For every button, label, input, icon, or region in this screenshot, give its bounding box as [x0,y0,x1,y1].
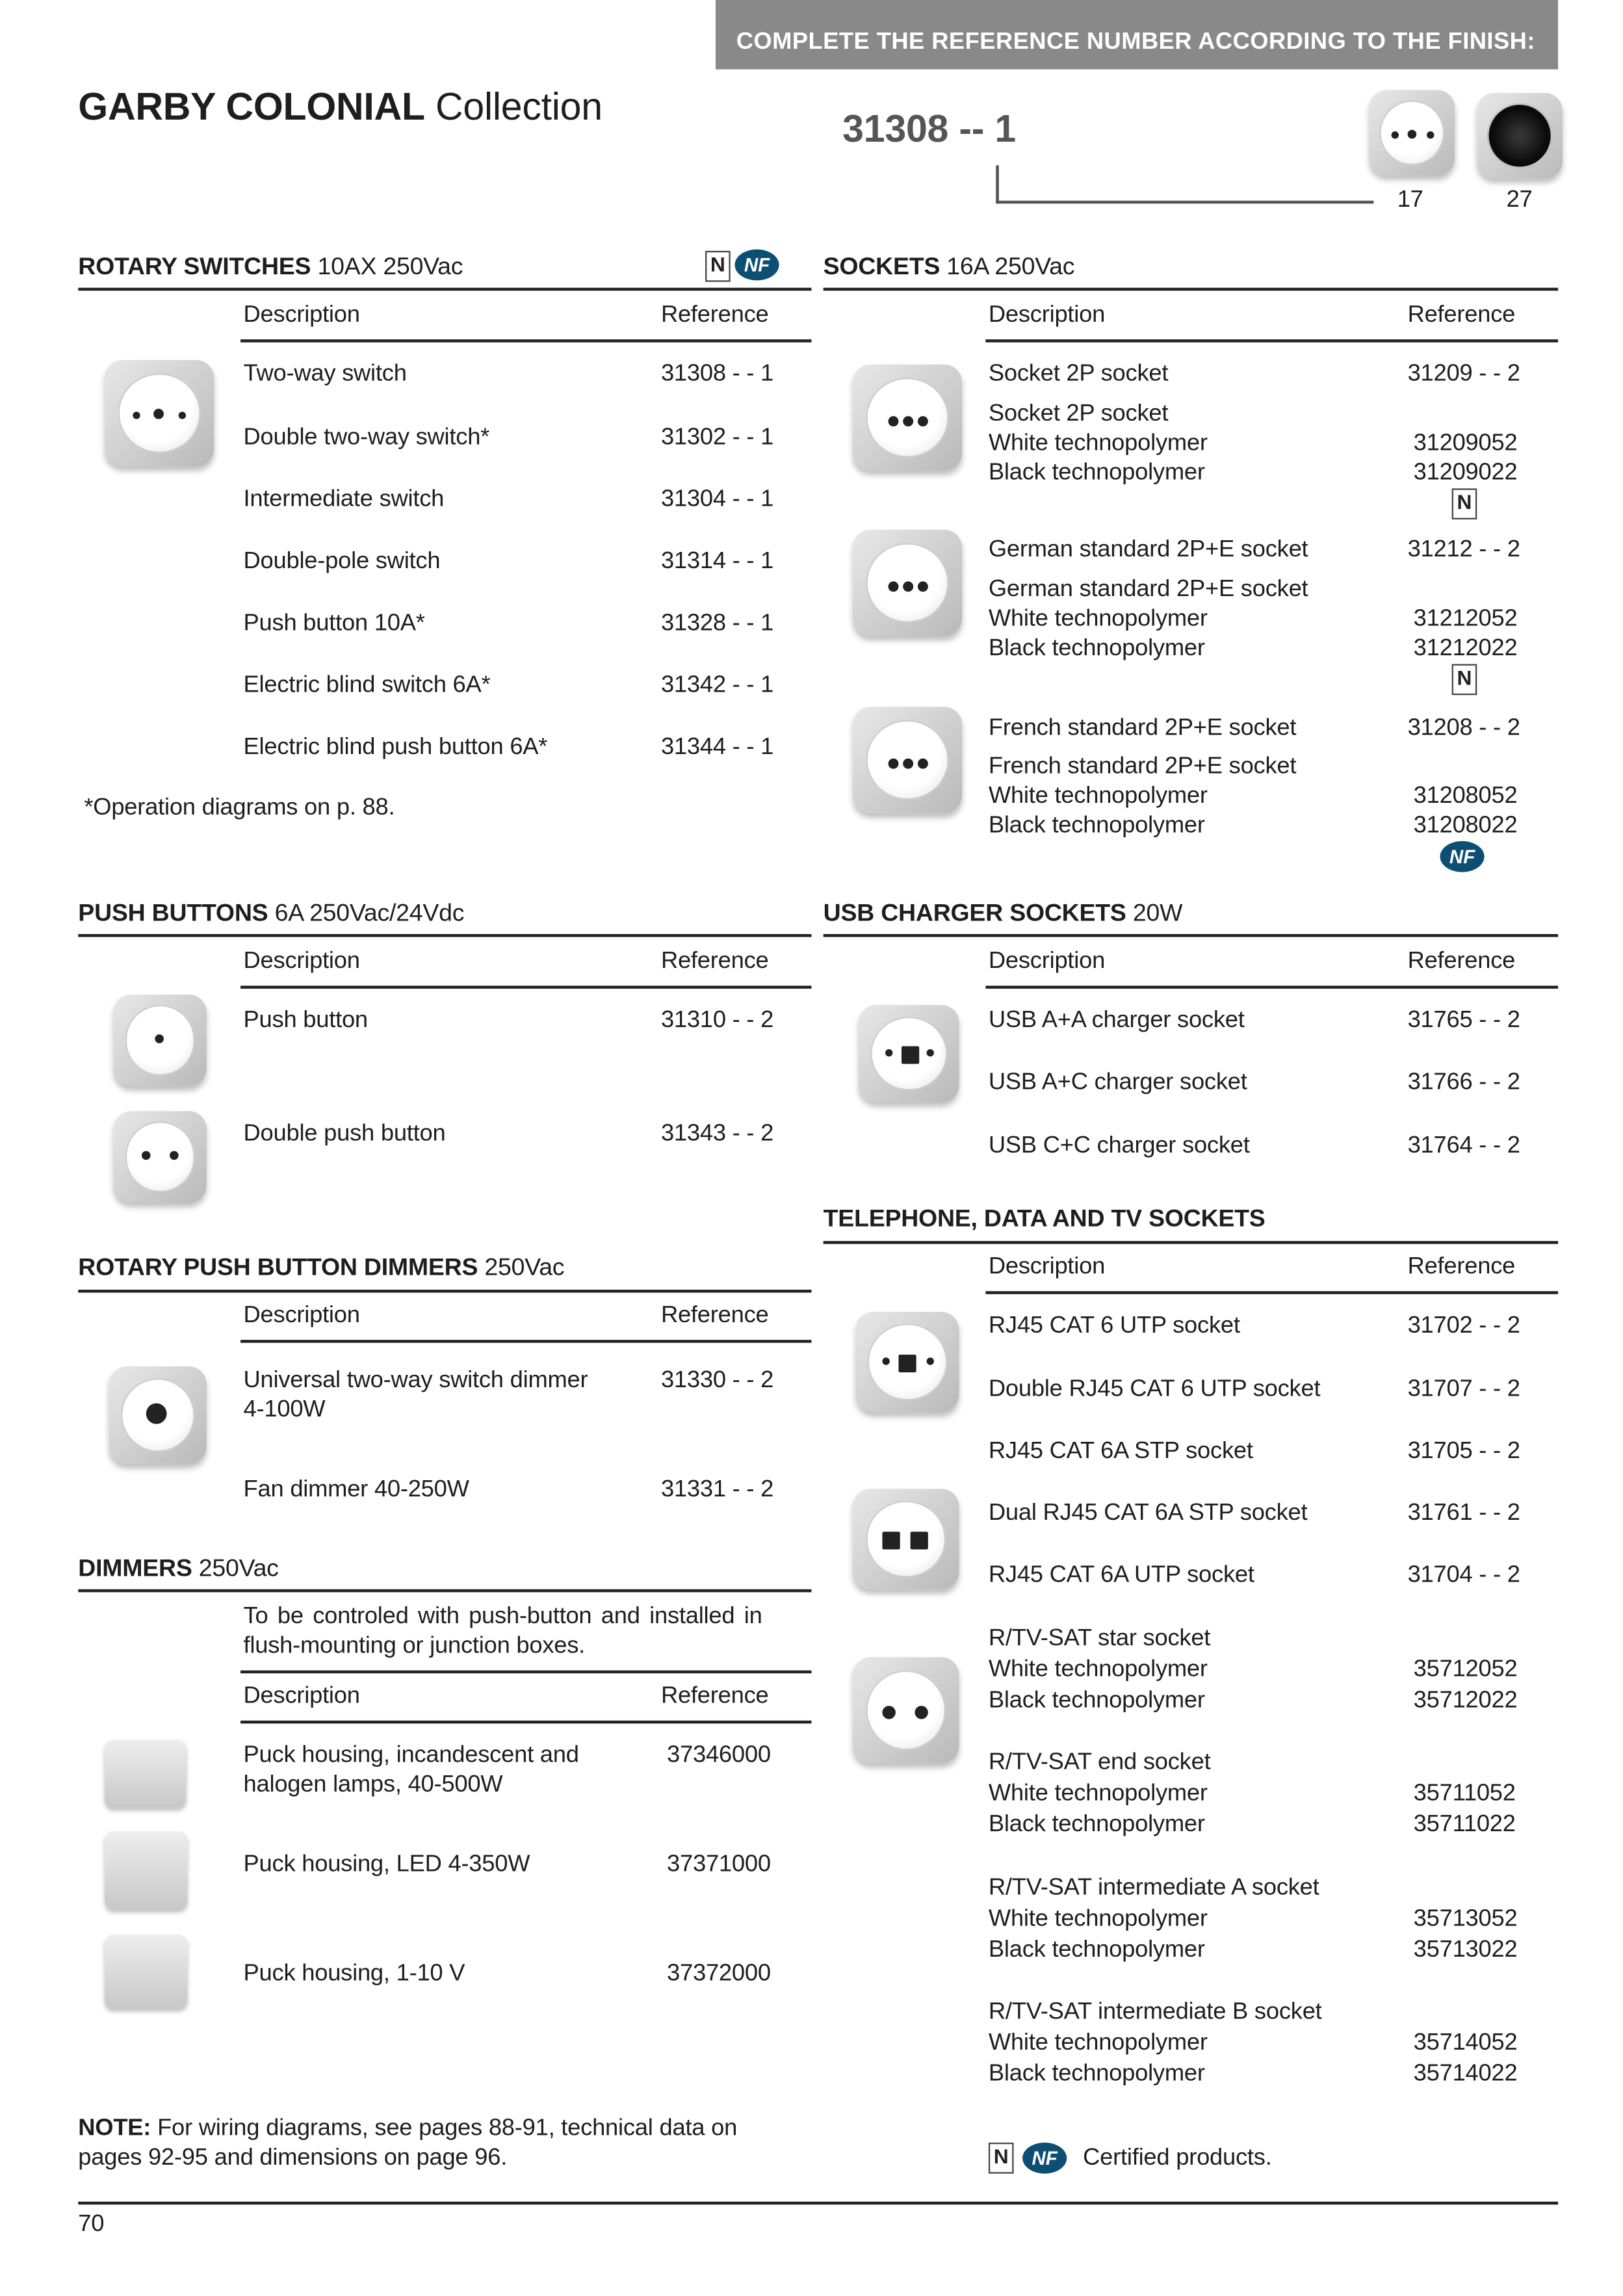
section-header [78,1253,564,1282]
nf-certification-icon: NF [1440,841,1485,872]
item-reference: 31761 - - 2 [1407,1500,1520,1526]
section-header [78,898,464,928]
note-label: NOTE: [78,2116,151,2141]
item-description: RJ45 CAT 6A UTP socket [988,1562,1254,1588]
divider [985,1291,1558,1294]
item-reference: 31766 - - 2 [1407,1069,1520,1095]
product-detail [901,1046,918,1063]
column-header-description: Description [243,302,360,328]
variant-reference: 31209022 [1413,460,1518,486]
item-description: Two-way switch [243,361,407,387]
n-certification-icon: N [1452,664,1477,696]
item-description: USB A+C charger socket [988,1069,1247,1095]
item-description: RJ45 CAT 6A STP socket [988,1439,1253,1464]
finish-banner [716,0,1558,70]
bracket-horizontal [996,201,1373,204]
item-description: German standard 2P+E socket [988,577,1308,603]
item-reference: 31342 - - 1 [660,673,774,698]
column-header-reference: Reference [1407,302,1516,328]
dimmer-puck-image [105,1831,187,1909]
item-reference: 31343 - - 2 [660,1121,774,1147]
product-face [125,1122,196,1192]
product-detail [903,415,913,426]
variant-reference: 35712052 [1413,1657,1518,1682]
french-socket-image [853,707,962,813]
header-bold: ROTARY PUSH BUTTON DIMMERS [78,1254,478,1281]
variant-label: Black technopolymer [988,1688,1205,1714]
item-description: Universal two-way switch dimmer [243,1368,588,1393]
variant-label: Black technopolymer [988,2061,1205,2087]
item-description: German standard 2P+E socket [988,537,1308,562]
variant-label: Black technopolymer [988,813,1205,839]
page-number: 70 [78,2211,105,2237]
column-header-reference: Reference [660,948,769,974]
item-description: Double two-way switch* [243,424,490,450]
product-face [866,1670,946,1751]
divider [985,985,1558,989]
usb-socket-image [859,1005,959,1102]
header-bold: DIMMERS [78,1555,192,1582]
item-description: Electric blind switch 6A* [243,673,491,698]
variant-label: White technopolymer [988,1657,1208,1682]
item-description: USB A+A charger socket [988,1008,1245,1033]
product-detail [888,581,898,591]
item-description: RJ45 CAT 6 UTP socket [988,1313,1240,1338]
finish-code-white: 17 [1397,187,1423,213]
title-bold: GARBY COLONIAL [78,84,425,129]
title-light: Collection [435,84,603,129]
german-socket-image [853,530,962,636]
variant-reference: 35711022 [1413,1812,1516,1838]
item-description: French standard 2P+E socket [988,753,1297,779]
white-finish-image [1370,90,1455,176]
item-description: USB C+C charger socket [988,1133,1250,1158]
item-reference: 31304 - - 1 [660,487,774,512]
banner-text: COMPLETE THE REFERENCE NUMBER ACCORDING TO THE FINISH: [736,29,1535,55]
rj45-socket-image [856,1312,959,1412]
item-description: Double RJ45 CAT 6 UTP socket [988,1376,1321,1402]
item-description: Fan dimmer 40-250W [243,1477,469,1502]
item-reference: 31707 - - 2 [1407,1376,1520,1402]
header-bold: PUSH BUTTONS [78,900,268,927]
item-description: Puck housing, 1-10 V [243,1961,465,1987]
variant-label: Black technopolymer [988,636,1205,661]
item-description: Socket 2P socket [988,361,1169,387]
column-header-reference: Reference [1407,948,1516,974]
product-detail [899,1354,916,1372]
item-reference: 31344 - - 1 [660,735,774,761]
variant-reference: 31212022 [1413,636,1518,661]
header-bold: ROTARY SWITCHES [78,254,311,281]
n-certification-icon: N [989,2143,1014,2174]
variant-reference: 35714052 [1413,2030,1518,2056]
header-rating: 250Vac [198,1555,279,1582]
product-detail [883,1531,900,1548]
variant-reference: 31208052 [1413,783,1518,809]
item-reference: 31208 - - 2 [1407,715,1520,741]
section-header [824,898,1183,928]
product-face [1487,103,1552,168]
black-finish-image [1477,93,1563,179]
divider [78,288,811,291]
item-reference: 31331 - - 2 [660,1477,774,1502]
section-header [824,252,1075,281]
item-description: Push button [243,1008,368,1033]
socket-2p-image [853,365,962,471]
item-reference: 31302 - - 1 [660,424,774,450]
divider [240,1340,811,1343]
divider [240,985,811,989]
column-header-reference: Reference [660,302,769,328]
product-detail [1392,131,1399,138]
divider [824,934,1558,937]
divider [824,288,1558,291]
divider [824,1241,1558,1244]
footer-rule [78,2202,1558,2204]
variant-reference: 35713052 [1413,1906,1518,1932]
variant-label: White technopolymer [988,1906,1208,1932]
divider [78,1589,811,1593]
header-bold: SOCKETS [823,254,941,281]
product-detail [1408,129,1417,138]
rotary-switch-image [105,360,214,466]
item-description: Dual RJ45 CAT 6A STP socket [988,1500,1308,1526]
item-description: Intermediate switch [243,487,445,512]
item-reference: 37346000 [667,1742,771,1768]
item-reference: 31330 - - 2 [660,1368,774,1393]
item-reference: 31704 - - 2 [1407,1562,1520,1588]
dual-rj45-socket-image [853,1489,959,1589]
item-reference: 31764 - - 2 [1407,1133,1520,1158]
variant-label: Black technopolymer [988,1812,1205,1838]
item-description: R/TV-SAT intermediate A socket [988,1875,1319,1901]
double-push-button-image [114,1111,207,1203]
column-header-description: Description [988,948,1106,974]
reference-example: 31308 -- 1 [842,106,1016,151]
item-reference: 31705 - - 2 [1407,1439,1520,1464]
variant-reference: 35714022 [1413,2061,1518,2087]
variant-label: Black technopolymer [988,1937,1205,1963]
note [78,2115,737,2144]
column-header-description: Description [243,1303,360,1328]
item-description: halogen lamps, 40-500W [243,1772,503,1797]
push-button-image [114,995,207,1086]
product-face [866,1501,946,1577]
item-reference: 31314 - - 1 [660,549,774,575]
column-header-description: Description [988,1254,1106,1280]
footnote: *Operation diagrams on p. 88. [84,795,395,821]
item-reference: 37371000 [667,1851,771,1877]
item-reference: 31328 - - 1 [660,610,774,636]
dimmer-puck-image [105,1935,187,2009]
variant-reference: 35711052 [1413,1781,1516,1807]
nf-certification-icon: NF [1022,2143,1067,2174]
product-detail [888,758,898,768]
header-rating: 10AX 250Vac [317,254,463,281]
product-detail [903,758,913,768]
variant-reference: 31209052 [1413,430,1518,456]
variant-label: White technopolymer [988,783,1208,809]
header-rating: 250Vac [484,1254,565,1281]
variant-reference: 31212052 [1413,606,1518,632]
divider [985,339,1558,343]
item-description: 4-100W [243,1397,326,1423]
item-reference: 31308 - - 1 [660,361,774,387]
item-reference: 31765 - - 2 [1407,1008,1520,1033]
divider [78,1290,811,1293]
variant-label: White technopolymer [988,1781,1208,1807]
column-header-description: Description [243,948,360,974]
item-description: R/TV-SAT end socket [988,1750,1211,1775]
column-header-description: Description [243,1684,360,1709]
divider [240,339,811,343]
divider [78,934,811,937]
item-description: Socket 2P socket [988,401,1169,427]
variant-label: White technopolymer [988,430,1208,456]
column-header-reference: Reference [660,1684,769,1709]
note-text: For wiring diagrams, see pages 88-91, technical data on [157,2116,738,2141]
item-description: Push button 10A* [243,610,425,636]
item-reference: 31310 - - 2 [660,1008,774,1033]
item-description: R/TV-SAT intermediate B socket [988,1999,1322,2025]
dimmers-intro: flush-mounting or junction boxes. [243,1633,586,1659]
variant-label: White technopolymer [988,2030,1208,2056]
header-rating: 6A 250Vac/24Vdc [274,900,465,927]
variant-reference: 35713022 [1413,1937,1518,1963]
variant-label: White technopolymer [988,606,1208,632]
note-text: pages 92-95 and dimensions on page 96. [78,2145,508,2171]
item-reference: 31702 - - 2 [1407,1313,1520,1338]
section-header [824,1204,1266,1233]
item-description: Puck housing, LED 4-350W [243,1851,530,1877]
product-detail [910,1531,928,1548]
column-header-reference: Reference [660,1303,769,1328]
item-reference: 37372000 [667,1961,771,1987]
variant-reference: 35712022 [1413,1688,1518,1714]
item-reference: 31212 - - 2 [1407,537,1520,562]
product-detail [888,415,898,426]
dimmer-puck-image [105,1740,186,1807]
divider [240,1671,811,1674]
item-description: R/TV-SAT star socket [988,1626,1211,1652]
certified-products-label: Certified products. [1083,2145,1272,2171]
column-header-description: Description [988,302,1106,328]
tv-sat-socket-image [853,1657,959,1763]
n-certification-icon: N [1452,488,1477,519]
column-header-reference: Reference [1407,1254,1516,1280]
nf-certification-icon: NF [734,250,779,281]
page-title [78,84,603,128]
variant-label: Black technopolymer [988,460,1205,486]
section-header [78,1554,278,1583]
variant-reference: 31208022 [1413,813,1518,839]
header-bold: TELEPHONE, DATA AND TV SOCKETS [823,1205,1266,1233]
bracket-vertical [996,165,999,203]
header-rating: 20W [1132,900,1183,927]
n-certification-icon: N [705,251,731,282]
dimmers-intro: To be controled with push-button and installed in [243,1604,762,1630]
finish-code-black: 27 [1506,187,1533,213]
item-description: Double-pole switch [243,549,441,575]
item-description: Electric blind push button 6A* [243,735,548,761]
product-detail [915,1706,928,1719]
section-header [78,252,463,281]
item-description: Double push button [243,1121,446,1147]
item-reference: 31209 - - 2 [1407,361,1520,387]
rotary-dimmer-image [109,1366,207,1464]
divider [240,1721,811,1724]
item-description: French standard 2P+E socket [988,715,1297,741]
item-description: Puck housing, incandescent and [243,1742,579,1768]
product-detail [903,581,913,591]
header-rating: 16A 250Vac [946,254,1075,281]
header-bold: USB CHARGER SOCKETS [823,900,1126,927]
